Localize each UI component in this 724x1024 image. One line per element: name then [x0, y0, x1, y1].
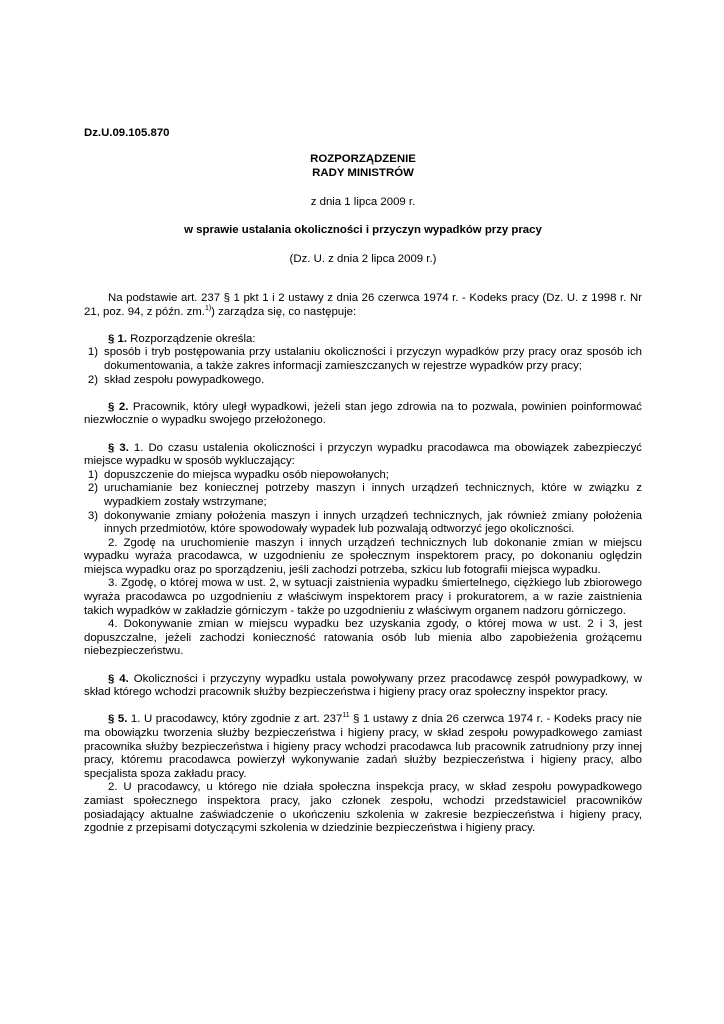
publication-info: (Dz. U. z dnia 2 lipca 2009 r.) — [289, 253, 437, 265]
title-line-2: RADY MINISTRÓW — [312, 167, 414, 179]
section-4: § 4. Okoliczności i przyczyny wypadku ustala powoływany przez pracodawcę zespół powypadkowy, w skład którego wchodzi pracownik służby bezpieczeństwa i higieny pracy oraz społeczny inspektor pracy. — [84, 672, 643, 699]
section-3-para-3: 3. Zgodę, o której mowa w ust. 2, w sytuacji zaistnienia wypadku śmiertelnego, ciężkiego lub zbiorowego wyraża pracodawca po uzgodnieniu z właściwym inspektorem pracy i prokuratorem, a w razie zaistnienia takich wypadków w zakładzie górniczym - także po uzgodnieniu z właściwym organem nadzoru górniczego. — [84, 577, 642, 617]
regulation-subject: w sprawie ustalania okoliczności i przyczyn wypadków przy pracy — [184, 224, 542, 236]
list-item: 3) dokonywanie zmiany położenia maszyn i innych urządzeń technicznych, jak również zmiany położenia innych przedmiotów, które spowodowały wypadek lub pozwalają odtworzyć jego okoliczności. — [87, 509, 642, 536]
list-item: 2) uruchamianie bez koniecznej potrzeby maszyn i innych urządzeń technicznych, które w związku z wypadkiem zostały wstrzymane; — [87, 482, 642, 508]
section-5-para-2: 2. U pracodawcy, u którego nie działa społeczna inspekcja pracy, w skład zespołu powypadkowego zamiast społecznego inspektora pracy, jako członek zespołu, wchodzi przedstawiciel pracowników posiadający aktualne zaświadczenie o ukończeniu szkolenia w zakresie bezpieczeństwa i higieny pracy, zgodnie z przepisami dotyczącymi szkolenia w dziedzinie bezpieczeństwa i higieny pracy. — [84, 781, 642, 835]
list-item: 1) dopuszczenie do miejsca wypadku osób niepowołanych; — [87, 468, 389, 481]
regulation-body — [84, 292, 642, 836]
footnote-ref: 1) — [204, 304, 212, 312]
preamble: Na podstawie art. 237 § 1 pkt 1 i 2 ustawy z dnia 26 czerwca 1974 r. - Kodeks pracy (Dz. U. z 1998 r. Nr 21, poz. 94, z późn. zm.$^{1)}$) zarządza się, co następuje: — [84, 292, 642, 318]
list-item: 1) sposób i tryb postępowania przy ustalaniu okoliczności i przyczyn wypadków przy pracy oraz sposób ich dokumentowania, a także zakres informacji zamieszczanych w rejestrze wypadków przy pracy; — [87, 346, 642, 372]
section-3-intro: § 3. 1. Do czasu ustalenia okoliczności i przyczyn wypadku pracodawca ma obowiązek zabezpieczyć miejsce wypadku w sposób wykluczający: — [84, 441, 642, 468]
regulation-date: z dnia 1 lipca 2009 r. — [310, 196, 416, 208]
section-3-list — [84, 469, 642, 537]
document-id: Dz.U.09.105.870 — [84, 127, 170, 139]
section-2: § 2. Pracownik, który uległ wypadkowi, jeżeli stan jego zdrowia na to pozwala, powinien poinformować niezwłocznie o wypadku swojego przełożonego. — [84, 400, 642, 427]
section-5-para-1: § 5. 1. U pracodawcy, który zgodnie z art. $237^{11}$ § 1 ustawy z dnia 26 czerwca 1974 r. - Kodeks pracy nie ma obowiązku tworzenia służby bezpieczeństwa i higieny pracy, w skład zespołu powypadkowego zamiast pracownika służby bezpieczeństwa i higieny pracy wchodzi pracodawca lub pracownik zatrudniony przy innej pracy, któremu pracodawca powierzył wykonywanie zadań służby bezpieczeństwa i higieny pracy, albo specjalista spoza zakładu pracy. — [84, 712, 643, 780]
section-1-intro: § 1. Rozporządzenie określa: — [108, 332, 256, 345]
section-3-para-2: 2. Zgodę na uruchomienie maszyn i innych urządzeń technicznych lub dokonanie zmian w miejscu wypadku wyraża pracodawca, w uzgodnieniu ze społecznym inspektorem pracy, po dokonaniu oględzin miejsca wypadku oraz po sporządzeniu, jeśli zachodzi potrzeba, szkicu lub fotografii miejsca wypadku. — [84, 536, 642, 576]
title-line-1: ROZPORZĄDZENIE — [310, 153, 416, 165]
section-1-list — [84, 346, 642, 387]
section-3-para-4: 4. Dokonywanie zmian w miejscu wypadku bez uzyskania zgody, o której mowa w ust. 2 i 3, jest dopuszczalne, jeżeli zachodzi konieczność ratowania osób lub mienia albo zapobieżenia grożącemu niebezpieczeństwu. — [84, 618, 642, 658]
list-item: 2) skład zespołu powypadkowego. — [87, 373, 265, 386]
article-superscript: 11 — [342, 712, 350, 720]
